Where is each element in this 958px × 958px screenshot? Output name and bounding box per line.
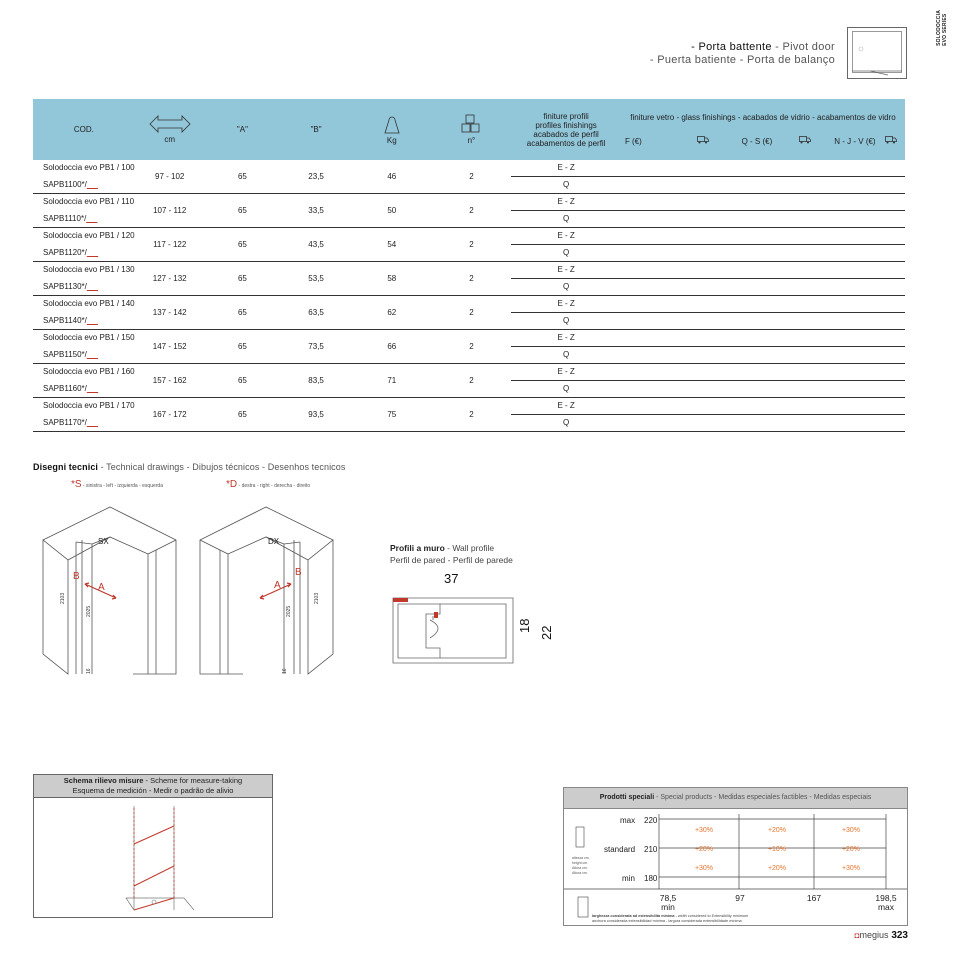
profile-finish-2: Q xyxy=(511,415,621,432)
profile-finish-2: Q xyxy=(511,347,621,364)
a-label-sx: A xyxy=(98,582,105,593)
h-16-sx: 16 xyxy=(86,668,92,674)
product-name: Solodoccia evo PB1 / 100 xyxy=(43,163,135,173)
profile-finish-2: Q xyxy=(511,313,621,330)
glass-price-cell xyxy=(621,347,905,364)
weight: 75 xyxy=(352,398,432,432)
dim-b: 43,5 xyxy=(280,228,352,262)
pivot-door-icon xyxy=(847,27,907,79)
truck-icon xyxy=(785,136,825,146)
width-range: 117 - 122 xyxy=(135,228,205,262)
pct-r2-c2: +10% xyxy=(767,846,787,853)
profile-title-strong: Profili a muro xyxy=(390,543,445,553)
col-cm xyxy=(135,99,205,160)
profile-caption xyxy=(390,542,513,566)
product-code-text: SAPB1130*/ xyxy=(43,281,87,291)
package-count: 2 xyxy=(432,364,512,398)
product-name: Solodoccia evo PB1 / 160 xyxy=(43,367,135,377)
dim-a: 65 xyxy=(205,160,281,194)
profile-finish-2: Q xyxy=(511,211,621,228)
truck-icon xyxy=(677,136,729,146)
truck-icon xyxy=(885,136,897,146)
pct-r3-c3: +30% xyxy=(841,865,861,872)
series-tag xyxy=(936,10,948,46)
package-count: 2 xyxy=(432,160,512,194)
product-code-text: SAPB1110*/ xyxy=(43,213,87,223)
glass-price-cell xyxy=(621,228,905,245)
package-count: 2 xyxy=(432,398,512,432)
dim-a: 65 xyxy=(205,262,281,296)
glass-price-cell xyxy=(621,381,905,398)
dim-a: 65 xyxy=(205,364,281,398)
pct-r1-c1: +30% xyxy=(694,827,714,834)
profile-finish-1: E - Z xyxy=(511,228,621,245)
table-row xyxy=(33,364,905,381)
series-tag-line1: SOLODOCCIA xyxy=(936,10,942,46)
sx-label: SX xyxy=(98,537,109,546)
profile-finish-1: E - Z xyxy=(511,364,621,381)
product-code xyxy=(33,245,135,262)
pct-r3-c2: +20% xyxy=(767,865,787,872)
glass-hd: finiture vetro - glass finishings - acabados de vidrio - acabamentos de vidro xyxy=(630,113,896,122)
drawings-title xyxy=(33,462,345,472)
page-number: 323 xyxy=(891,930,908,941)
table-row xyxy=(33,228,905,245)
wall-profile-drawing xyxy=(388,568,558,668)
legend-right-text: - destra - right - derecha - direito xyxy=(237,483,311,489)
profile-finish-2: Q xyxy=(511,381,621,398)
width-range: 127 - 132 xyxy=(135,262,205,296)
special-header xyxy=(564,788,907,809)
title-line2: - Puerta batiente - Porta de balanço xyxy=(649,54,835,66)
x-max: max xyxy=(877,902,895,912)
h-16-dx: 16 xyxy=(282,668,288,674)
product-name: Solodoccia evo PB1 / 170 xyxy=(43,401,135,411)
x-min: min xyxy=(661,902,675,912)
height-cap-1: altezza cm. xyxy=(572,856,590,860)
price-qs: Q - S (€) xyxy=(741,136,773,146)
product-code xyxy=(33,381,135,398)
product-code-text: SAPB1170*/ xyxy=(43,417,87,427)
product-name: Solodoccia evo PB1 / 140 xyxy=(43,299,135,309)
legend-left-text: - sinistra - left - izquierda - esquerda xyxy=(81,483,163,489)
svg-text:larghezza considerata ad esten xyxy=(592,914,748,918)
code-suffix: _ _ xyxy=(86,213,98,223)
weight: 54 xyxy=(352,228,432,262)
profile-finish-2: Q xyxy=(511,177,621,194)
glass-price-cell xyxy=(621,330,905,347)
glass-price-cell xyxy=(621,415,905,432)
width-range: 107 - 112 xyxy=(135,194,205,228)
dim-a: 65 xyxy=(205,228,281,262)
glass-price-cell xyxy=(621,177,905,194)
product-name: Solodoccia evo PB1 / 150 xyxy=(43,333,135,343)
table-row xyxy=(33,262,905,279)
glass-price-cell xyxy=(621,245,905,262)
dim-b: 83,5 xyxy=(280,364,352,398)
legend-right-mark: *D xyxy=(226,479,238,490)
profile-finish-1: E - Z xyxy=(511,160,621,177)
product-table xyxy=(33,99,905,432)
h-std: 210 xyxy=(644,845,658,854)
weight: 58 xyxy=(352,262,432,296)
glass-price-cell xyxy=(621,313,905,330)
profile-line2: Perfil de pared - Perfil de parede xyxy=(390,555,513,565)
legend-right xyxy=(226,479,310,490)
special-title-strong: Prodotti speciali xyxy=(599,794,655,801)
package-count: 2 xyxy=(432,262,512,296)
x-97: 97 xyxy=(735,893,745,903)
profile-hd-3: acabados de perfil xyxy=(533,129,599,139)
product-code xyxy=(33,415,135,432)
table-row xyxy=(33,330,905,347)
std-label: standard xyxy=(604,845,636,854)
width-range: 157 - 162 xyxy=(135,364,205,398)
col-glass-finish xyxy=(621,99,905,160)
special-grid xyxy=(564,809,907,925)
glass-price-cell xyxy=(621,296,905,313)
drawings-title-light: - Technical drawings - Dibujos técnicos - Desenhos tecnicos xyxy=(98,462,346,472)
width-cap-2: anchura considerada extensibilidad mínima - largura considerada extensibilidade mínima xyxy=(592,919,742,923)
drawing-dx xyxy=(198,492,338,682)
dim-b: 93,5 xyxy=(280,398,352,432)
pct-r3-c1: +30% xyxy=(694,865,714,872)
package-count: 2 xyxy=(432,330,512,364)
product-code xyxy=(33,177,135,194)
price-f: F (€) xyxy=(624,136,642,146)
product-code xyxy=(33,313,135,330)
brand-logo: megius xyxy=(859,930,889,940)
pct-r1-c2: +20% xyxy=(767,827,787,834)
weight: 46 xyxy=(352,160,432,194)
code-suffix: _ _ xyxy=(86,247,99,257)
packages-icon xyxy=(460,114,482,134)
product-code xyxy=(33,279,135,296)
product-code-text: SAPB1100*/ xyxy=(43,179,87,189)
table-row xyxy=(33,160,905,177)
profile-d1: 18 xyxy=(517,618,532,633)
product-code-text: SAPB1160*/ xyxy=(43,383,87,393)
drawings-title-strong: Disegni tecnici xyxy=(33,462,99,472)
height-cap-3: Altura cm. xyxy=(572,866,588,870)
col-n-label: n° xyxy=(467,136,476,145)
price-njv: N - J - V (€) xyxy=(834,136,876,146)
profile-hd-1: finiture profili xyxy=(543,111,589,121)
width-cap-strong: larghezza considerata ad estensibilità minima xyxy=(592,914,675,918)
col-b: "B" xyxy=(280,99,352,160)
product-name: Solodoccia evo PB1 / 110 xyxy=(43,197,135,207)
measure-title-strong: Schema rilievo misure xyxy=(63,776,144,785)
width-range: 97 - 102 xyxy=(135,160,205,194)
pct-r2-c1: +20% xyxy=(694,846,714,853)
weight-icon xyxy=(383,114,401,134)
measure-scheme xyxy=(33,774,273,918)
h-2025-dx: 2025 xyxy=(286,605,292,617)
package-count: 2 xyxy=(432,228,512,262)
dim-a: 65 xyxy=(205,330,281,364)
code-suffix: _ _ xyxy=(86,179,99,189)
measure-header xyxy=(34,775,272,798)
product-code-text: SAPB1150*/ xyxy=(43,349,87,359)
h-max: 220 xyxy=(644,816,658,825)
dim-b: 33,5 xyxy=(280,194,352,228)
glass-price-cell xyxy=(621,398,905,415)
code-suffix: _ _ xyxy=(86,349,99,359)
col-cm-label: cm xyxy=(164,135,176,144)
weight: 71 xyxy=(352,364,432,398)
product-name: Solodoccia evo PB1 / 130 xyxy=(43,265,135,275)
width-cap-light: - width considered to Extensibility minimum xyxy=(674,914,749,918)
glass-price-cell xyxy=(621,160,905,177)
measure-line2: Esquema de medición - Medir o padrão de alivio xyxy=(72,786,234,795)
dx-label: DX xyxy=(268,537,280,546)
x-167: 167 xyxy=(806,893,822,903)
profile-hd-2: profiles finishings xyxy=(535,120,597,130)
b-label-dx: B xyxy=(295,567,302,578)
code-suffix: _ _ xyxy=(86,315,99,325)
height-cap-4: Altura cm. xyxy=(572,871,588,875)
glass-price-cell xyxy=(621,262,905,279)
col-kg xyxy=(352,99,432,160)
weight: 62 xyxy=(352,296,432,330)
h-2103-dx: 2103 xyxy=(314,592,320,604)
max-label: max xyxy=(620,816,636,825)
width-range: 137 - 142 xyxy=(135,296,205,330)
table-row xyxy=(33,398,905,415)
profile-title-light: - Wall profile xyxy=(444,543,495,553)
measure-title-light: - Scheme for measure-taking xyxy=(143,776,243,785)
width-range: 167 - 172 xyxy=(135,398,205,432)
table-row xyxy=(33,296,905,313)
pct-r2-c3: +20% xyxy=(841,846,861,853)
legend-left xyxy=(71,479,163,490)
table-row xyxy=(33,194,905,211)
a-label-dx: A xyxy=(274,580,281,591)
col-a: "A" xyxy=(205,99,281,160)
profile-finish-1: E - Z xyxy=(511,194,621,211)
profile-hd-4: acabamentos de perfil xyxy=(526,138,606,148)
col-kg-label: Kg xyxy=(386,136,397,145)
dim-b: 23,5 xyxy=(280,160,352,194)
h-2025-sx: 2025 xyxy=(86,605,92,617)
col-profile-finish xyxy=(511,99,621,160)
series-tag-line2: EVO SERIES xyxy=(942,13,948,46)
product-code xyxy=(33,211,135,228)
h-min: 180 xyxy=(644,874,658,883)
profile-finish-1: E - Z xyxy=(511,296,621,313)
special-products xyxy=(563,787,908,926)
x-785: 78,5 xyxy=(659,893,677,903)
pct-r1-c3: +30% xyxy=(841,827,861,834)
glass-price-cell xyxy=(621,194,905,211)
glass-price-cell xyxy=(621,211,905,228)
legend-left-mark: *S xyxy=(71,479,82,490)
dim-a: 65 xyxy=(205,194,281,228)
package-count: 2 xyxy=(432,296,512,330)
min-label: min xyxy=(622,874,635,883)
col-cod: COD. xyxy=(33,99,135,160)
dim-b: 73,5 xyxy=(280,330,352,364)
page-footer: ◘megius 323 xyxy=(854,930,908,941)
special-title-light: - Special products - Medidas especiales factibles - Medidas especiais xyxy=(654,794,872,801)
profile-finish-2: Q xyxy=(511,279,621,296)
profile-width: 37 xyxy=(444,571,459,586)
dim-b: 53,5 xyxy=(280,262,352,296)
dim-a: 65 xyxy=(205,398,281,432)
profile-finish-2: Q xyxy=(511,245,621,262)
code-suffix: _ _ xyxy=(86,383,99,393)
profile-finish-1: E - Z xyxy=(511,398,621,415)
weight: 50 xyxy=(352,194,432,228)
dim-b: 63,5 xyxy=(280,296,352,330)
b-label-sx: B xyxy=(73,571,80,582)
title-light: - Pivot door xyxy=(771,41,835,53)
product-code-text: SAPB1120*/ xyxy=(43,247,87,257)
code-suffix: _ _ xyxy=(86,281,99,291)
product-code-text: SAPB1140*/ xyxy=(43,315,87,325)
glass-price-cell xyxy=(621,279,905,296)
dim-a: 65 xyxy=(205,296,281,330)
drawing-sx xyxy=(38,492,178,682)
title-strong: - Porta battente xyxy=(691,41,772,53)
profile-finish-1: E - Z xyxy=(511,330,621,347)
measure-drawing xyxy=(34,798,272,916)
product-title xyxy=(650,41,835,67)
product-name: Solodoccia evo PB1 / 120 xyxy=(43,231,135,241)
h-2103-sx: 2103 xyxy=(60,592,66,604)
width-arrows-icon xyxy=(149,115,191,133)
package-count: 2 xyxy=(432,194,512,228)
code-suffix: _ _ xyxy=(86,417,99,427)
weight: 66 xyxy=(352,330,432,364)
product-code xyxy=(33,347,135,364)
profile-finish-1: E - Z xyxy=(511,262,621,279)
x-1985: 198,5 xyxy=(875,893,897,903)
col-n xyxy=(432,99,512,160)
width-range: 147 - 152 xyxy=(135,330,205,364)
profile-d2: 22 xyxy=(539,625,554,640)
glass-price-cell xyxy=(621,364,905,381)
height-cap-2: height cm. xyxy=(572,861,589,865)
